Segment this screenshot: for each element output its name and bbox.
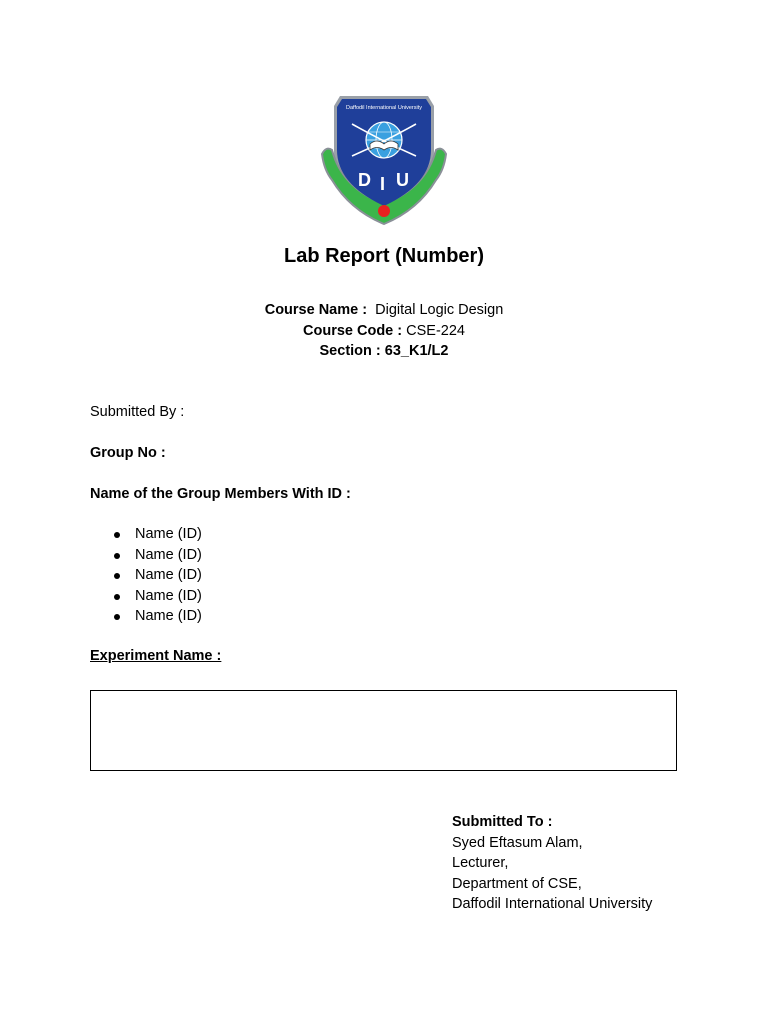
bullet-icon xyxy=(114,532,120,538)
course-info xyxy=(0,300,768,362)
members-list xyxy=(90,524,202,627)
bullet-icon xyxy=(114,614,120,620)
logo-letter-u: U xyxy=(396,170,409,190)
logo-letter-d: D xyxy=(358,170,371,190)
course-name-line xyxy=(0,300,768,321)
member-item xyxy=(90,565,202,586)
section-value: 63_K1/L2 xyxy=(384,343,449,359)
experiment-name-label: Experiment Name : xyxy=(90,648,222,664)
member-name: Name (ID) xyxy=(135,608,202,624)
member-name: Name (ID) xyxy=(135,587,202,604)
teacher-designation: Lecturer, xyxy=(452,855,509,871)
teacher-department: Department of CSE, xyxy=(452,875,582,892)
bullet-icon xyxy=(114,594,120,600)
member-name: Name (ID) xyxy=(135,546,202,563)
members-heading: Name of the Group Members With ID : xyxy=(90,486,351,502)
submitted-to-label: Submitted To : xyxy=(452,814,553,830)
university-logo xyxy=(318,92,450,226)
bullet-icon xyxy=(114,573,120,579)
bullet-icon xyxy=(114,553,120,559)
group-no-label: Group No : xyxy=(90,445,166,461)
submitted-to-block xyxy=(452,812,652,915)
member-item xyxy=(90,545,202,566)
member-name: Name (ID) xyxy=(135,526,202,542)
section-line xyxy=(0,341,768,362)
experiment-name-box[interactable] xyxy=(90,690,677,771)
logo-arc-text: Daffodil International University xyxy=(345,105,423,111)
logo-letter-i: I xyxy=(380,174,386,194)
course-name-label: Course Name : xyxy=(264,302,368,318)
submitted-by-label: Submitted By : xyxy=(90,404,185,420)
diu-shield-icon xyxy=(318,92,450,226)
teacher-university: Daffodil International University xyxy=(452,896,653,912)
member-item xyxy=(90,586,202,607)
report-title: Lab Report (Number) xyxy=(284,245,484,267)
course-code-value: CSE-224 xyxy=(406,322,465,339)
member-name: Name (ID) xyxy=(135,567,202,583)
teacher-name: Syed Eftasum Alam, xyxy=(452,834,583,851)
course-code-label: Course Code : xyxy=(303,322,403,339)
course-code-line xyxy=(0,321,768,342)
member-item xyxy=(90,606,202,627)
course-name-value: Digital Logic Design xyxy=(375,302,504,318)
member-item xyxy=(90,524,202,545)
section-label: Section : xyxy=(319,343,381,359)
